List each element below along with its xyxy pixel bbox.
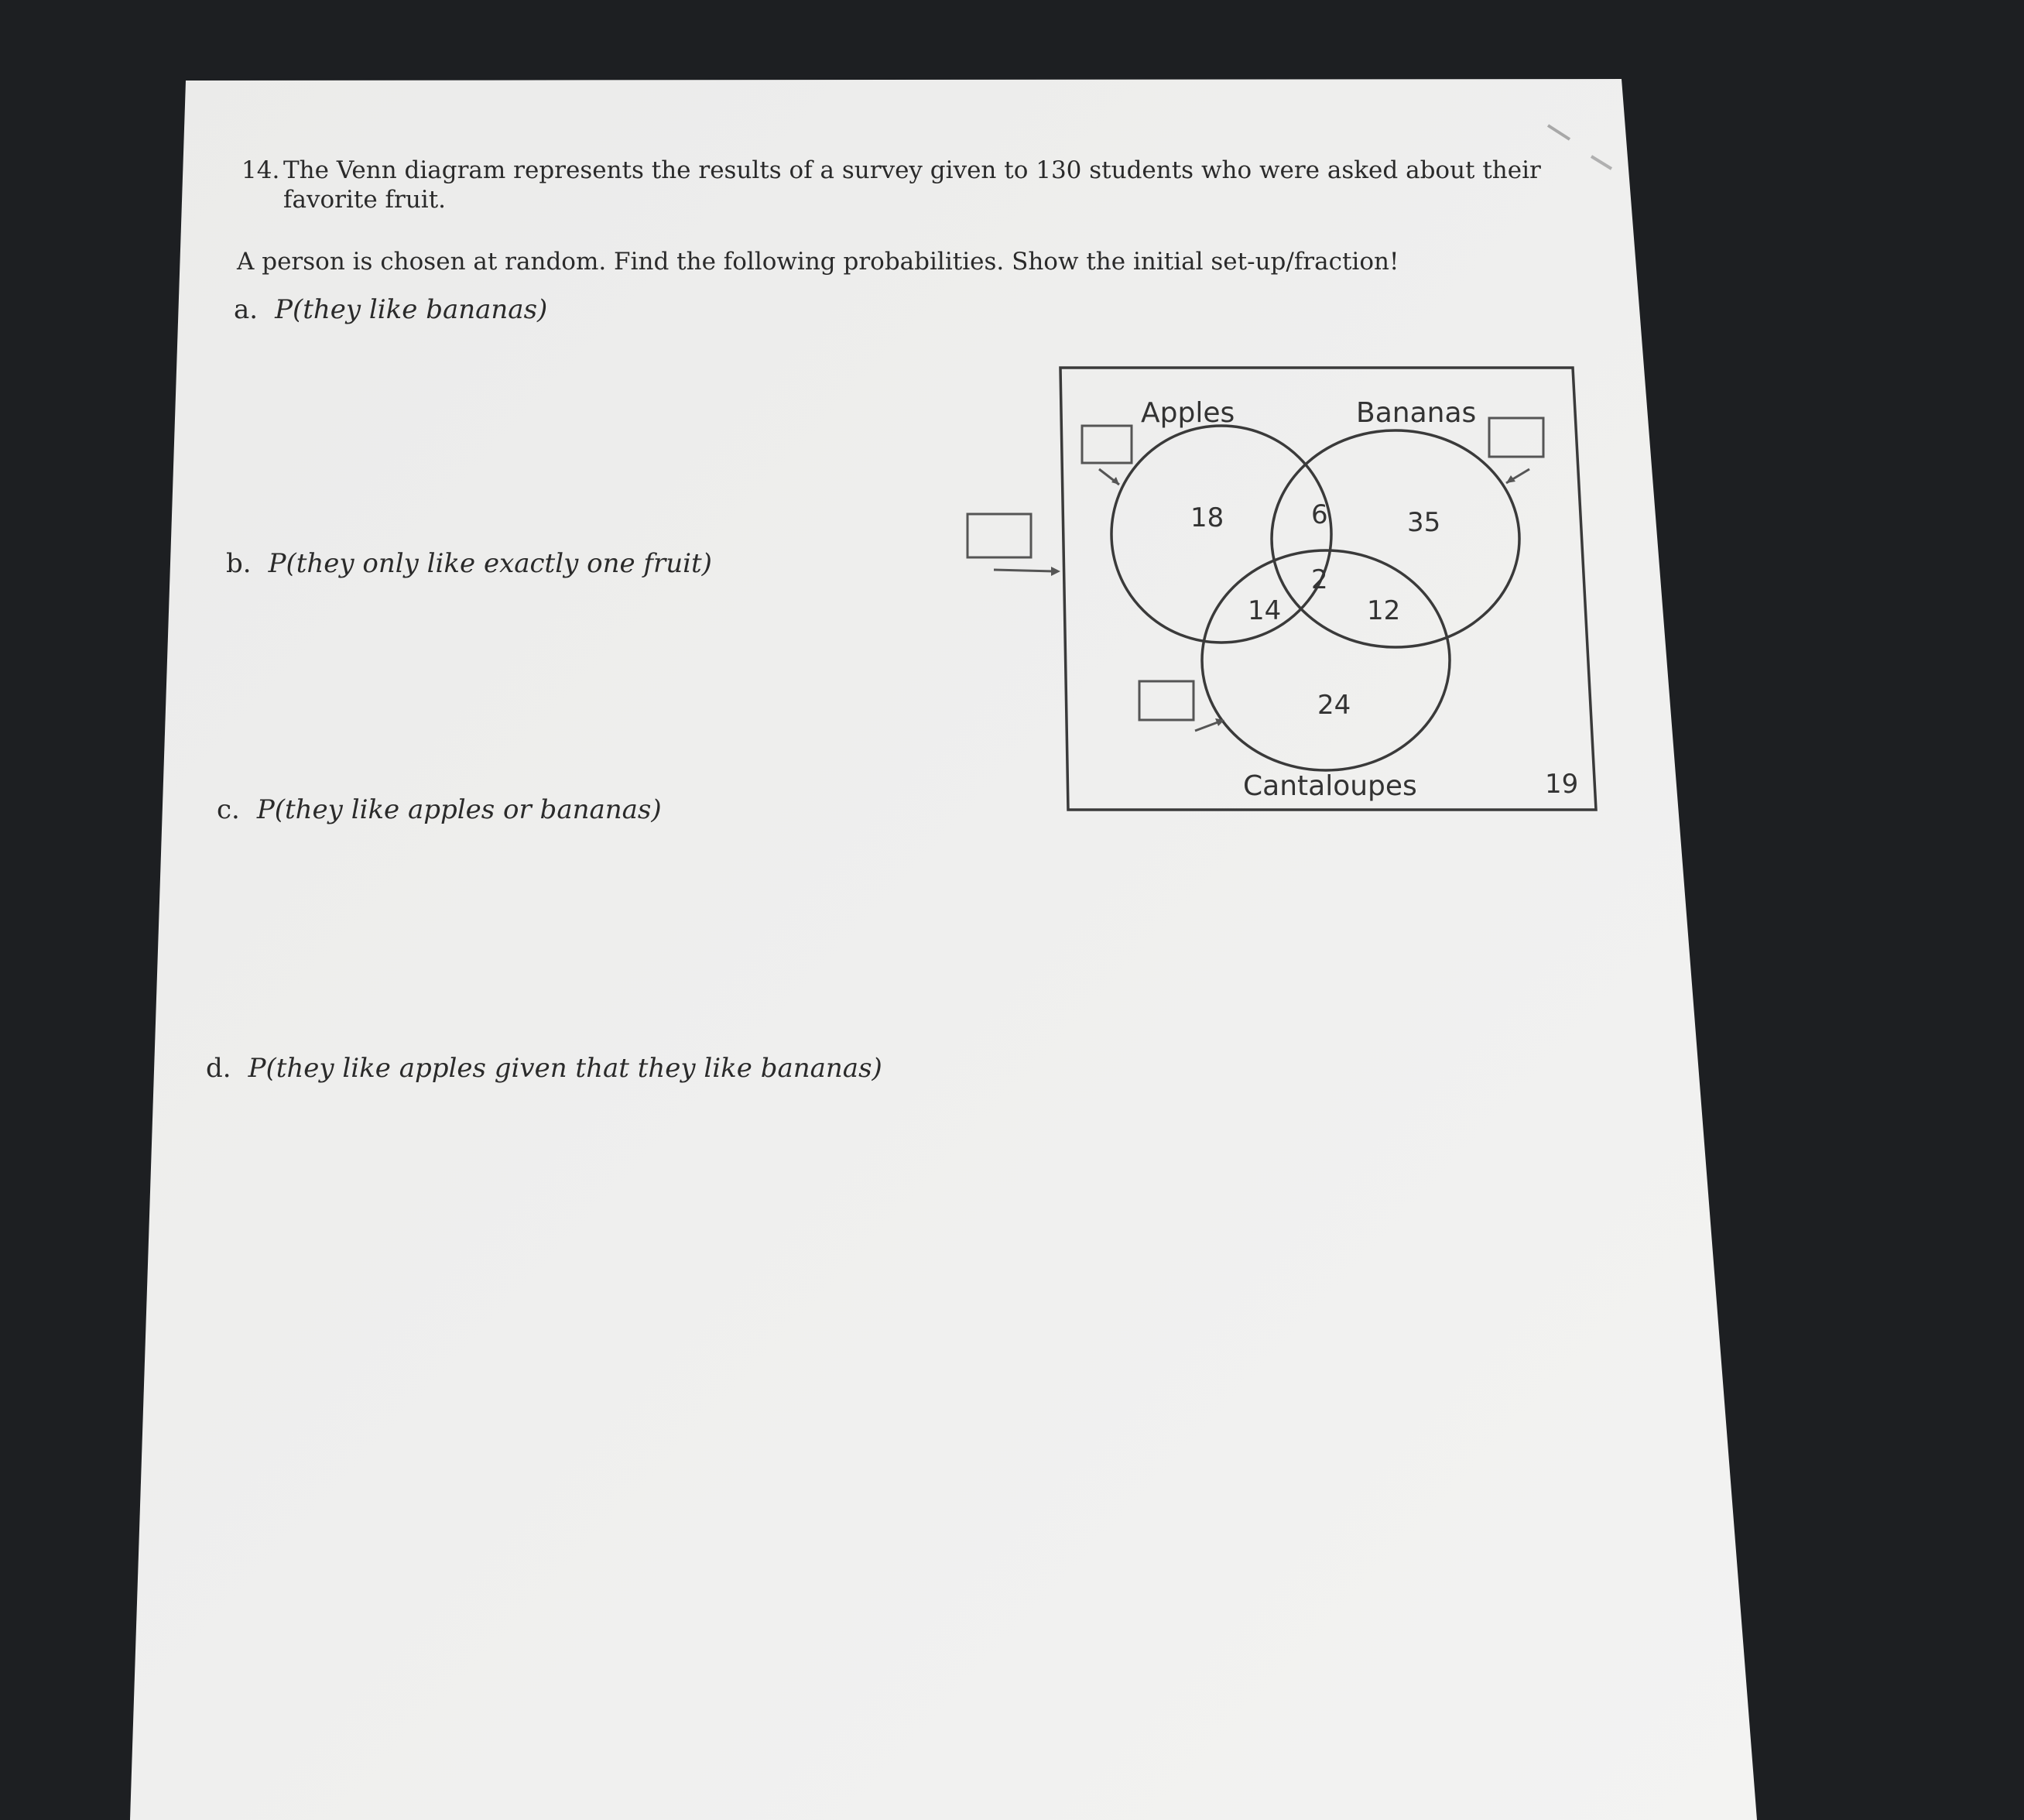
- question-text: P(they like bananas): [275, 294, 548, 325]
- venn-circle-apples: [1111, 426, 1331, 643]
- venn-count-apples-cantaloupes: 14: [1248, 595, 1282, 626]
- venn-label-apples: Apples: [1141, 397, 1235, 429]
- venn-count-all-three: 2: [1311, 564, 1328, 595]
- venn-count-apples-only: 18: [1190, 502, 1224, 533]
- problem-statement-line2: favorite fruit.: [283, 186, 447, 214]
- venn-count-bananas-cantaloupes: 12: [1367, 595, 1401, 626]
- venn-count-bananas-only: 35: [1407, 507, 1441, 538]
- question-letter: a.: [234, 294, 259, 325]
- venn-count-outside: 19: [1545, 769, 1579, 800]
- answer-box-universe: [967, 514, 1031, 557]
- problem-statement-line1: The Venn diagram represents the results of a survey given to 130 students who were asked about their: [283, 156, 1541, 184]
- answer-box-cantaloupes: [1139, 681, 1194, 720]
- arrow: [994, 570, 1054, 571]
- question-text: P(they like apples given that they like bananas): [248, 1053, 882, 1084]
- answer-box-bananas: [1489, 418, 1543, 457]
- question-letter: d.: [206, 1053, 231, 1084]
- arrow-head: [1051, 567, 1060, 576]
- question-letter: c.: [217, 794, 240, 825]
- answer-box-apples: [1082, 426, 1132, 463]
- venn-count-cantaloupes-only: 24: [1317, 690, 1351, 721]
- venn-label-bananas: Bananas: [1356, 397, 1477, 429]
- instructions: A person is chosen at random. Find the following probabilities. Show the initial set-up/fraction!: [237, 248, 1399, 276]
- venn-label-cantaloupes: Cantaloupes: [1243, 770, 1417, 802]
- question-text: P(they like apples or bananas): [256, 794, 662, 825]
- venn-universe-box: [1060, 368, 1596, 810]
- problem-number: 14.: [241, 156, 280, 184]
- question-letter: b.: [226, 548, 252, 579]
- question-text: P(they only like exactly one fruit): [268, 548, 712, 579]
- venn-count-apples-bananas: 6: [1311, 499, 1328, 530]
- arrow: [1195, 721, 1220, 731]
